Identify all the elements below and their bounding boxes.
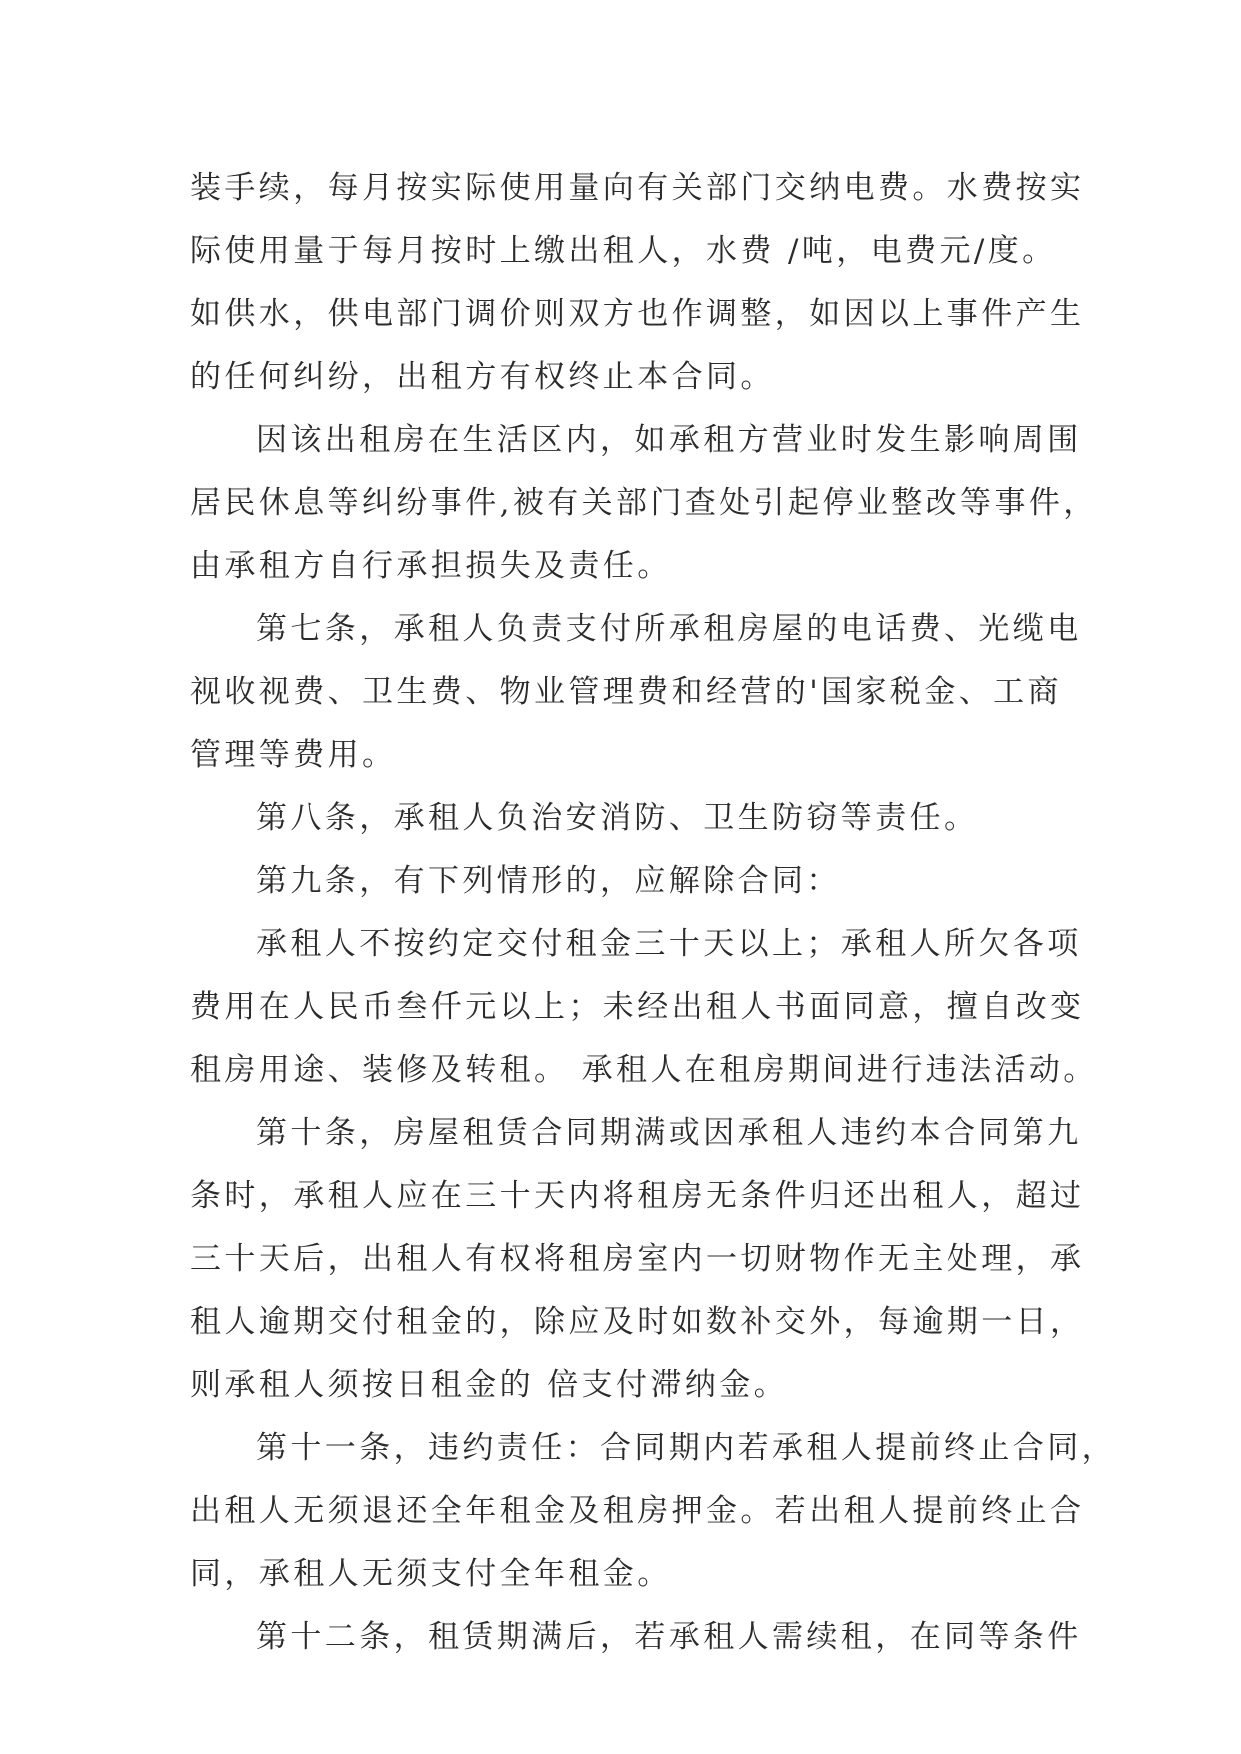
text-line: 视收视费、卫生费、物业管理费和经营的'国家税金、工商 [190, 674, 1062, 710]
text-line: 居民休息等纠纷事件,被有关部门查处引起停业整改等事件， [190, 485, 1098, 521]
text-line: 第十二条，租赁期满后，若承租人需续租，在同等条件 [256, 1619, 1082, 1655]
text-line: 的任何纠纷，出租方有权终止本合同。 [190, 359, 775, 395]
text-line: 第九条，有下列情形的，应解除合同： [256, 863, 841, 899]
contract-text-body [190, 157, 1116, 1669]
text-line: 同，承租人无须支付全年租金。 [190, 1556, 672, 1592]
text-line: 装手续，每月按实际使用量向有关部门交纳电费。水费按实 [190, 170, 1085, 206]
text-line: 条时，承租人应在三十天内将租房无条件归还出租人，超过 [190, 1178, 1085, 1214]
text-line: 管理等费用。 [190, 737, 397, 773]
text-line: 第八条，承租人负治安消防、卫生防窃等责任。 [256, 800, 979, 836]
text-line: 出租人无须退还全年租金及租房押金。若出租人提前终止合 [190, 1493, 1085, 1529]
text-line: 由承租方自行承担损失及责任。 [190, 548, 672, 584]
text-line: 费用在人民币叁仟元以上；未经出租人书面同意，擅自改变 [190, 989, 1085, 1025]
text-line: 三十天后，出租人有权将租房室内一切财物作无主处理，承 [190, 1241, 1085, 1277]
text-line: 第七条，承租人负责支付所承租房屋的电话费、光缆电 [256, 611, 1082, 647]
text-line: 因该出租房在生活区内，如承租方营业时发生影响周围 [256, 422, 1082, 458]
text-line: 际使用量于每月按时上缴出租人，水费 /吨，电费元/度。 [190, 233, 1057, 269]
text-line: 承租人不按约定交付租金三十天以上；承租人所欠各项 [256, 926, 1082, 962]
text-line: 租人逾期交付租金的，除应及时如数补交外，每逾期一日， [190, 1304, 1085, 1340]
text-line: 第十条，房屋租赁合同期满或因承租人违约本合同第九 [256, 1115, 1082, 1151]
text-line: 租房用途、装修及转租。 承租人在租房期间进行违法活动。 [190, 1052, 1098, 1088]
text-line: 如供水，供电部门调价则双方也作调整，如因以上事件产生 [190, 296, 1085, 332]
text-line: 则承租人须按日租金的 倍支付滞纳金。 [190, 1367, 789, 1403]
text-line: 第十一条，违约责任：合同期内若承租人提前终止合同， [256, 1430, 1116, 1466]
